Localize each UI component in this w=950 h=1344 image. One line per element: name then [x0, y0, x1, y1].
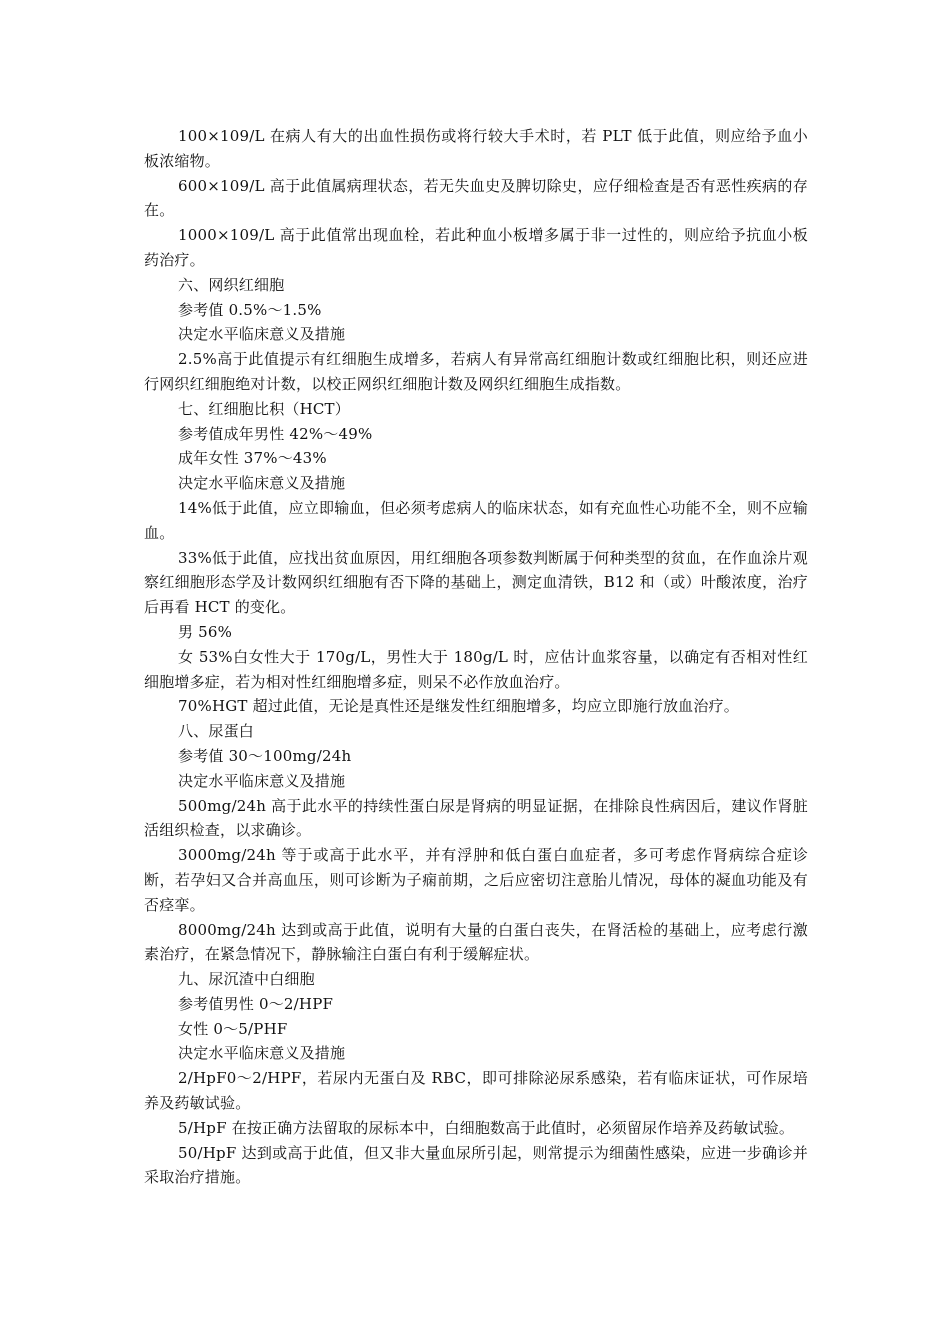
paragraph-protein-500: 500mg/24h 高于此水平的持续性蛋白尿是肾病的明显证据，在排除良性病因后，建议作肾脏活组织检查，以求确诊。: [144, 796, 808, 840]
section-heading-reticulocyte: 六、网织红细胞: [178, 275, 285, 294]
subheading-decision-level: 决定水平临床意义及措施: [178, 325, 346, 344]
subheading-decision-level: 决定水平临床意义及措施: [178, 1044, 346, 1063]
paragraph-hct-70: 70%HGT 超过此值，无论是真性还是继发性红细胞增多，均应立即施行放血治疗。: [178, 697, 739, 716]
paragraph-wbc-5: 5/HpF 在按正确方法留取的尿标本中，白细胞数高于此值时，必须留尿作培养及药敏试验。: [178, 1118, 795, 1137]
paragraph-hct-14: 14%低于此值，应立即输血，但必须考虑病人的临床状态，如有充血性心功能不全，则不应输血。: [144, 498, 808, 542]
document-page: [144, 124, 808, 1190]
subheading-decision-level: 决定水平临床意义及措施: [178, 474, 346, 493]
paragraph-hct-33: 33%低于此值，应找出贫血原因，用红细胞各项参数判断属于何种类型的贫血，在作血涂片观察红细胞形态学及计数网织红细胞有否下降的基础上，测定血清铁，B12 和（或）叶酸浓度，治疗后再看 HCT 的变化。: [144, 548, 808, 617]
reference-value-reticulocyte: 参考值 0.5%～1.5%: [178, 300, 322, 319]
paragraph-hct-male-56: 男 56%: [178, 622, 233, 641]
reference-value-hct-female: 成年女性 37%～43%: [178, 449, 327, 468]
paragraph-reticulocyte-2-5: 2.5%高于此值提示有红细胞生成增多，若病人有异常高红细胞计数或红细胞比积，则还应进行网织红细胞绝对计数，以校正网织红细胞计数及网织红细胞生成指数。: [144, 350, 808, 393]
paragraph-wbc-50: 50/HpF 达到或高于此值，但又非大量血尿所引起，则常提示为细菌性感染，应进一步确诊并采取治疗措施。: [144, 1143, 808, 1187]
paragraph-plt-600: 600×109/L 高于此值属病理状态，若无失血史及脾切除史，应仔细检查是否有恶性疾病的存在。: [144, 176, 808, 220]
section-heading-urine-wbc: 九、尿沉渣中白细胞: [178, 970, 315, 989]
paragraph-plt-1000: 1000×109/L 高于此值常出现血栓，若此种血小板增多属于非一过性的，则应给予抗血小板药治疗。: [144, 226, 808, 269]
subheading-decision-level: 决定水平临床意义及措施: [178, 771, 346, 790]
reference-value-urine-protein: 参考值 30～100mg/24h: [178, 746, 352, 765]
paragraph-wbc-2: 2/HpF0～2/HPF，若尿内无蛋白及 RBC，即可排除泌尿系感染，若有临床证状，可作尿培养及药敏试验。: [144, 1069, 808, 1113]
paragraph-hct-female-53: 女 53%白女性大于 170g/L，男性大于 180g/L 时，应估计血浆容量，以确定有否相对性红细胞增多症，若为相对性红细胞增多症，则呆不必作放血治疗。: [144, 647, 808, 691]
reference-value-wbc-female: 女性 0～5/PHF: [178, 1019, 288, 1038]
section-heading-urine-protein: 八、尿蛋白: [178, 722, 255, 741]
section-heading-hct: 七、红细胞比积（HCT）: [178, 399, 350, 418]
paragraph-protein-3000: 3000mg/24h 等于或高于此水平，并有浮肿和低白蛋白血症者，多可考虑作肾病综合症诊断，若孕妇又合并高血压，则可诊断为子痫前期，之后应密切注意胎儿情况，母体的凝血功能及有否痉挛。: [144, 846, 808, 914]
reference-value-hct-male: 参考值成年男性 42%～49%: [178, 424, 373, 443]
paragraph-protein-8000: 8000mg/24h 达到或高于此值，说明有大量的白蛋白丧失，在肾活检的基础上，应考虑行激素治疗，在紧急情况下，静脉输注白蛋白有利于缓解症状。: [144, 920, 808, 964]
paragraph-plt-100: 100×109/L 在病人有大的出血性损伤或将行较大手术时，若 PLT 低于此值，则应给予血小板浓缩物。: [144, 127, 808, 170]
reference-value-wbc-male: 参考值男性 0～2/HPF: [178, 994, 334, 1013]
